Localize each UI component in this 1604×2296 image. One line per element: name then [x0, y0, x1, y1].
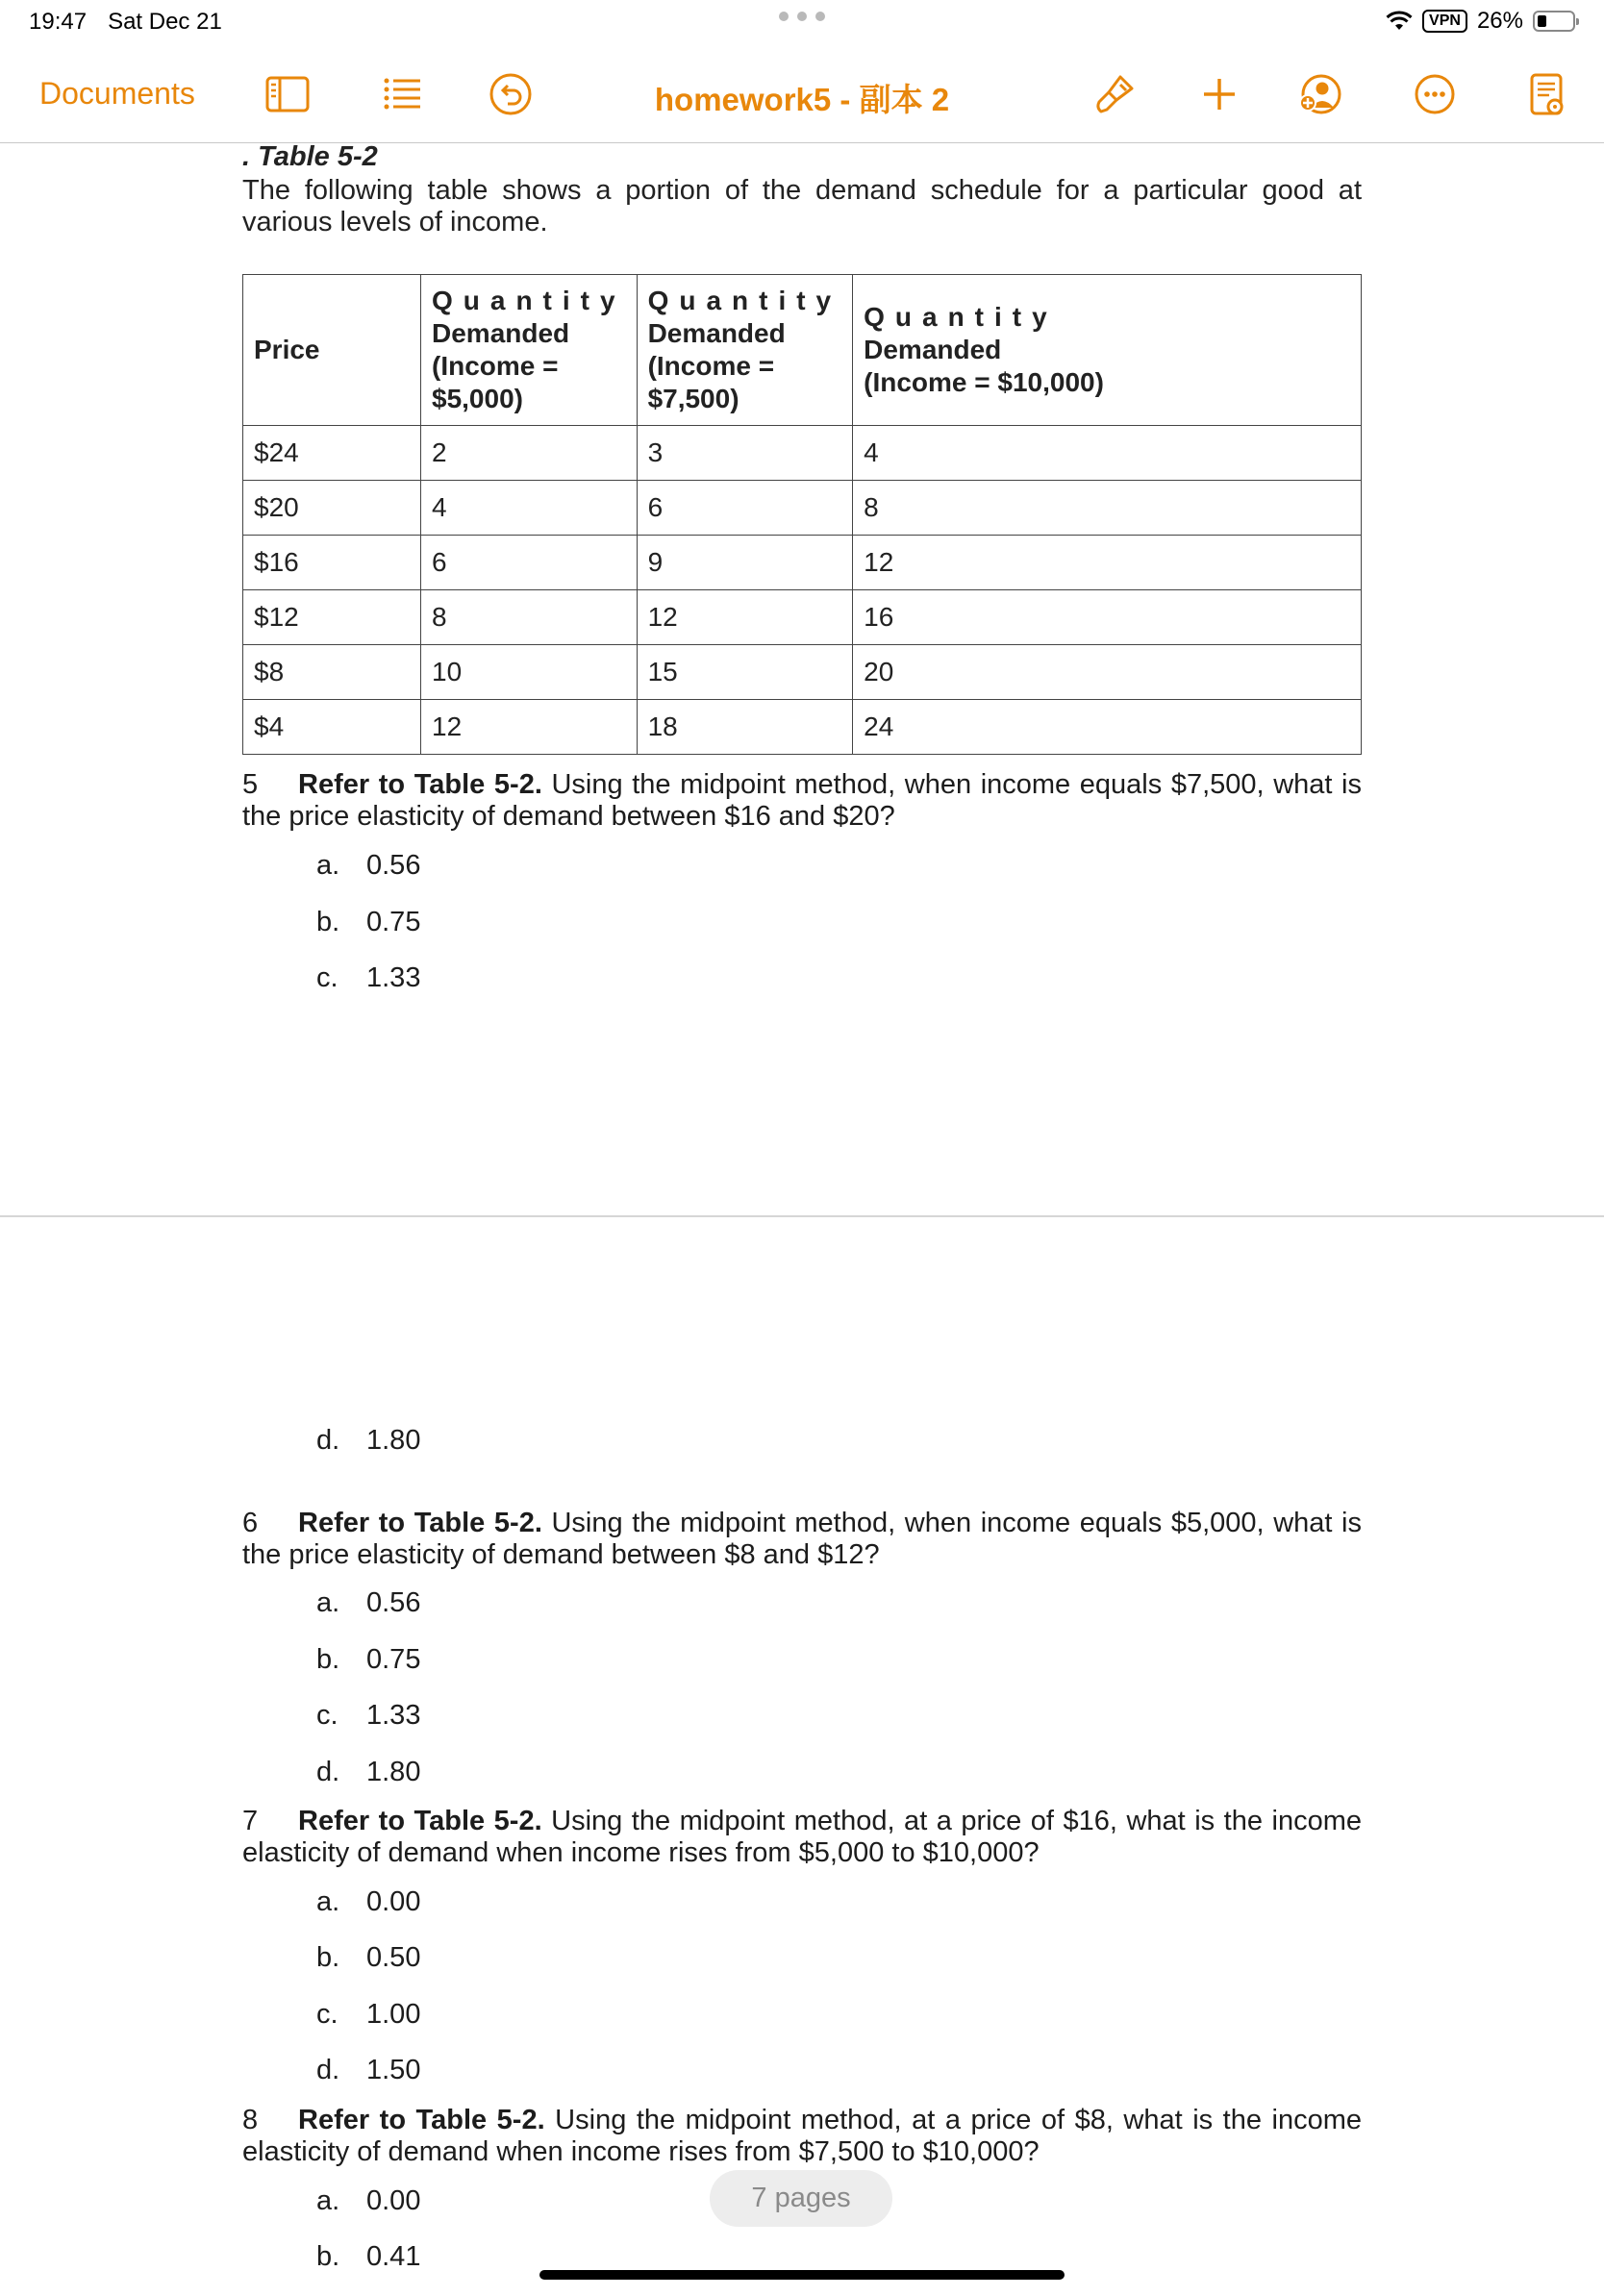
table-header-row — [243, 275, 1362, 426]
table-row: $20 4 6 8 — [243, 481, 1362, 536]
question-6: 6 Refer to Table 5-2. Using the midpoint method, when income equals $5,000, what is the price elasticity of demand between $8 and $12? — [242, 1508, 1363, 1570]
question-6-option-b: b. 0.75 — [316, 1644, 421, 1675]
header-income-5000: Quantity Demanded (Income = $5,000) — [421, 275, 638, 426]
question-7: 7 Refer to Table 5-2. Using the midpoint method, at a price of $16, what is the income elasticity of demand when income rises from $5,000 to $10,000? — [242, 1806, 1362, 1868]
question-8-option-a: a. 0.00 — [316, 2185, 421, 2216]
status-bar-right — [1386, 8, 1575, 35]
header-price: Price — [243, 275, 421, 426]
table-intro: The following table shows a portion of the demand schedule for a particular good at various levels of income. — [242, 175, 1362, 237]
document-title[interactable]: homework5 - 副本 2 — [654, 82, 950, 117]
status-bar-left — [29, 9, 222, 36]
question-5-option-c: c. 1.33 — [316, 962, 421, 993]
question-7-option-b: b. 0.50 — [316, 1942, 421, 1973]
home-indicator[interactable] — [539, 2270, 1065, 2280]
page-break — [0, 1215, 1604, 1217]
wifi-icon — [1386, 11, 1413, 32]
table-heading: . Table 5-2 — [242, 141, 378, 172]
demand-table — [242, 274, 1362, 755]
more-icon[interactable] — [1412, 71, 1458, 117]
table-row: $24 2 3 4 — [243, 426, 1362, 481]
question-7-option-a: a. 0.00 — [316, 1886, 421, 1917]
question-8: 8 Refer to Table 5-2. Using the midpoint method, at a price of $8, what is the income elasticity of demand when income rises from $7,500 to $10,000? — [242, 2105, 1362, 2167]
table-row: $4 12 18 24 — [243, 700, 1362, 755]
table-row: $16 6 9 12 — [243, 536, 1362, 590]
clock: 19:47 — [29, 9, 88, 35]
document-icon[interactable] — [1523, 71, 1569, 117]
question-7-option-d: d. 1.50 — [316, 2055, 421, 2085]
page-count-indicator[interactable]: 7 pages — [710, 2170, 892, 2227]
header-income-10000: Quantity Demanded (Income = $10,000) — [853, 275, 1362, 426]
header-income-7500: Quantity Demanded (Income = $7,500) — [637, 275, 853, 426]
question-5-option-a: a. 0.56 — [316, 850, 421, 881]
question-8-option-b: b. 0.41 — [316, 2241, 421, 2272]
plus-icon[interactable] — [1196, 71, 1242, 117]
question-6-option-c: c. 1.33 — [316, 1700, 421, 1731]
collaborate-icon[interactable] — [1296, 71, 1342, 117]
battery-icon — [1533, 11, 1575, 32]
battery-percent: 26% — [1476, 8, 1523, 34]
vpn-badge: VPN — [1422, 10, 1467, 33]
question-5-option-d: d. 1.80 — [316, 1425, 421, 1456]
paintbrush-icon[interactable] — [1091, 71, 1138, 117]
documents-back-button[interactable]: Documents — [39, 76, 195, 111]
question-7-option-c: c. 1.00 — [316, 1999, 421, 2030]
question-5: 5 Refer to Table 5-2. Using the midpoint method, when income equals $7,500, what is the price elasticity of demand between $16 and $20? — [242, 769, 1363, 832]
question-6-option-a: a. 0.56 — [316, 1587, 421, 1618]
toolbar-divider — [0, 142, 1604, 143]
multitasking-dots[interactable] — [779, 12, 825, 21]
question-6-option-d: d. 1.80 — [316, 1757, 421, 1787]
table-row: $8 10 15 20 — [243, 645, 1362, 700]
question-5-option-b: b. 0.75 — [316, 907, 421, 937]
table-row: $12 8 12 16 — [243, 590, 1362, 645]
date: Sat Dec 21 — [108, 9, 222, 35]
